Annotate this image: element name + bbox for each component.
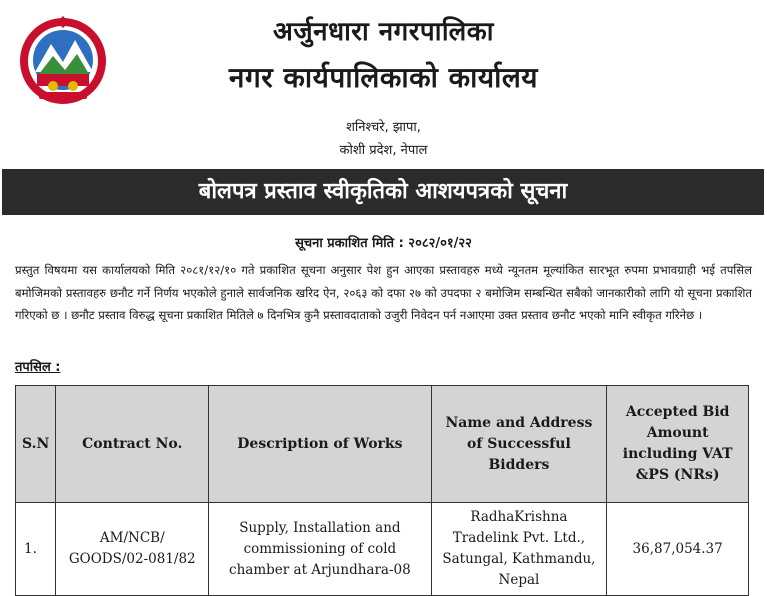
address-line-1: शनिश्चरे, झापा, — [346, 120, 421, 135]
cell-contract-no: AM/NCB/ GOODS/02-081/82 — [56, 503, 209, 596]
header-bidder: Name and Address of Successful Bidders — [431, 386, 607, 503]
cell-sn: 1. — [16, 503, 56, 596]
notice-body: प्रस्तुत विषयमा यस कार्यालयको मिति २०८१/१२/१० गते प्रकाशित सूचना अनुसार पेश हुन आएका प्रस्तावहरु मध्ये न्यूनतम मूल्यांकित सारभूत रुपमा प्रभावग्राही भई तपसिल बमोजिमको प्रस्तावहरु छनौट गर्ने निर्णय भएकोले हुनाले सार्वजनिक खरिद ऐन, २०६३ को दफा २७ को उपदफा २ बमोजिम सम्बन्धित सबैको जानकारीको लागि यो सूचना प्रकाशित गरिएको छ । छनौट प्रस्ताव विरुद्ध सूचना प्रकाशित मितिले ७ दिनभित्र कुनै प्रस्तावदाताको उजुरी निवेदन पर्न नआएमा उक्त प्रस्ताव छनौट भएको मानि स्वीकृत गरिनेछ । — [15, 263, 752, 322]
municipality-name: अर्जुनधारा नगरपालिका — [273, 17, 494, 47]
table-header-row — [16, 386, 749, 503]
address-line-2: कोशी प्रदेश, नेपाल — [339, 143, 428, 158]
notice-title-banner: बोलपत्र प्रस्ताव स्वीकृतिको आशयपत्रको सूचना — [2, 169, 764, 215]
bid-table — [15, 385, 749, 596]
cell-description: Supply, Installation and commissioning of cold chamber at Arjundhara-08 — [209, 503, 431, 596]
header-contract-no: Contract No. — [56, 386, 209, 503]
schedule-label: तपसिल : — [15, 360, 61, 375]
header-amount: Accepted Bid Amount including VAT &PS (NRs) — [607, 386, 749, 503]
header-description: Description of Works — [209, 386, 431, 503]
published-date: सूचना प्रकाशित मिति : २०८२/०१/२२ — [295, 236, 472, 251]
cell-amount: 36,87,054.37 — [607, 503, 749, 596]
header-sn: S.N — [16, 386, 56, 503]
cell-bidder: RadhaKrishna Tradelink Pvt. Ltd., Satungal, Kathmandu, Nepal — [431, 503, 607, 596]
office-name: नगर कार्यपालिकाको कार्यालय — [228, 61, 539, 94]
table-row — [16, 503, 749, 596]
